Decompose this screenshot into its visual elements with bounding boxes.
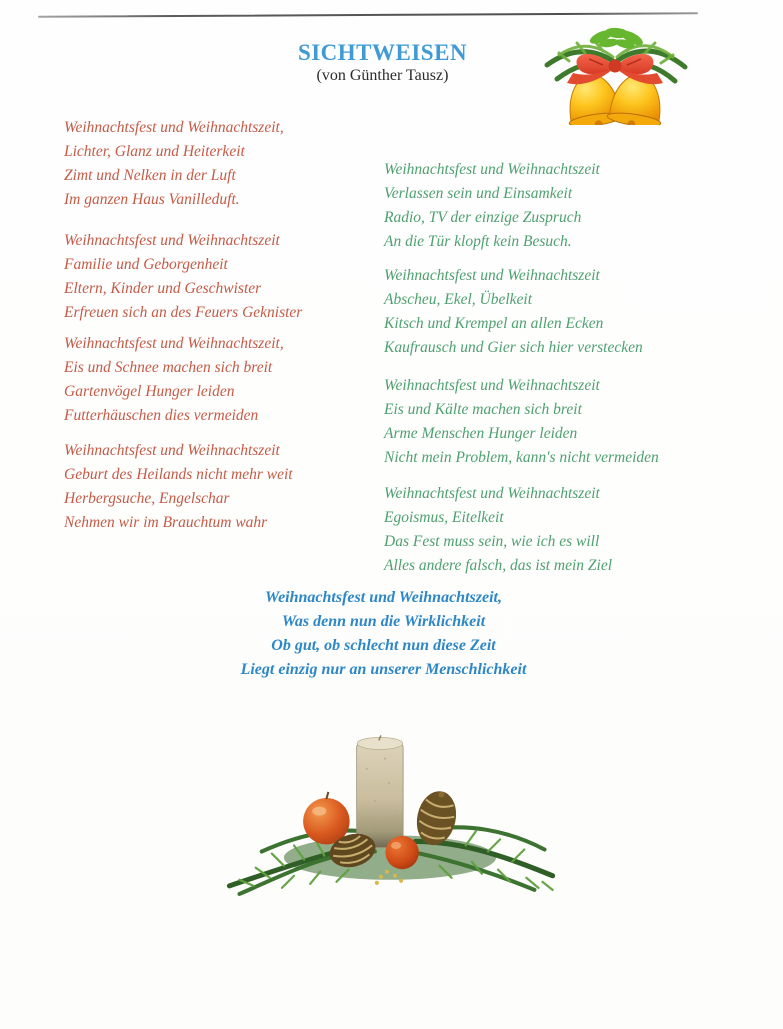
poem-line: Weihnachtsfest und Weihnachtszeit	[384, 267, 600, 284]
poem-stanza	[64, 116, 284, 212]
poem-stanza	[384, 482, 612, 578]
poem-line: Weihnachtsfest und Weihnachtszeit	[384, 485, 600, 502]
poem-line: Egoismus, Eitelkeit	[384, 509, 504, 526]
poem-stanza	[64, 229, 302, 325]
poem-line: Weihnachtsfest und Weihnachtszeit	[64, 442, 280, 459]
poem-line: Abscheu, Ekel, Übelkeit	[384, 291, 533, 308]
poem-line: Weihnachtsfest und Weihnachtszeit	[64, 232, 280, 249]
poem-line: Weihnachtsfest und Weihnachtszeit,	[64, 335, 284, 352]
poem-line: Zimt und Nelken in der Luft	[64, 167, 236, 184]
candle-centerpiece-illustration	[223, 698, 557, 905]
poem-line: Das Fest muss sein, wie ich es will	[384, 533, 600, 550]
poem-line: Im ganzen Haus Vanilleduft.	[64, 191, 240, 208]
poem-stanza	[384, 158, 600, 254]
poem-line: Nicht mein Problem, kann's nicht vermeiden	[384, 449, 659, 466]
page-subtitle: (von Günther Tausz)	[316, 67, 449, 84]
poem-line: Nehmen wir im Brauchtum wahr	[64, 514, 268, 531]
page-title: SICHTWEISEN	[297, 40, 468, 65]
poem-line: Arme Menschen Hunger leiden	[384, 425, 578, 442]
bells-icon	[533, 25, 698, 125]
poem-line: Kaufrausch und Gier sich hier verstecken	[384, 339, 643, 356]
poem-line: Liegt einzig nur an unserer Menschlichkeit	[240, 661, 527, 678]
poem-closing-stanza	[0, 586, 775, 682]
poem-line: Futterhäuschen dies vermeiden	[64, 407, 259, 424]
christmas-bells-illustration	[533, 25, 698, 130]
poem-line: Kitsch und Krempel an allen Ecken	[384, 315, 604, 332]
page-top-rule	[38, 12, 698, 17]
poem-line: Gartenvögel Hunger leiden	[64, 383, 235, 400]
poem-line: Herbergsuche, Engelschar	[64, 490, 230, 507]
poem-line: An die Tür klopft kein Besuch.	[384, 233, 572, 250]
poem-stanza	[64, 439, 293, 535]
poem-line: Radio, TV der einzige Zuspruch	[384, 209, 582, 226]
candle-centerpiece-icon	[223, 698, 557, 900]
poem-line: Eis und Kälte machen sich breit	[384, 401, 582, 418]
poem-stanza	[384, 264, 643, 360]
poem-line: Erfreuen sich an des Feuers Geknister	[64, 304, 303, 321]
poem-line: Ob gut, ob schlecht nun diese Zeit	[271, 637, 496, 654]
poem-line: Weihnachtsfest und Weihnachtszeit	[384, 161, 600, 178]
poem-stanza	[64, 332, 284, 428]
poem-line: Verlassen sein und Einsamkeit	[384, 185, 573, 202]
poem-line: Weihnachtsfest und Weihnachtszeit,	[64, 119, 284, 136]
poem-line: Weihnachtsfest und Weihnachtszeit,	[265, 589, 502, 606]
poem-stanza	[384, 374, 659, 470]
poem-line: Geburt des Heilands nicht mehr weit	[64, 466, 293, 483]
poem-line: Alles andere falsch, das ist mein Ziel	[384, 557, 613, 574]
poem-line: Was denn nun die Wirklichkeit	[281, 613, 486, 630]
poem-line: Eltern, Kinder und Geschwister	[64, 280, 262, 297]
poem-line: Weihnachtsfest und Weihnachtszeit	[384, 377, 600, 394]
poem-line: Familie und Geborgenheit	[64, 256, 228, 273]
poem-line: Eis und Schnee machen sich breit	[64, 359, 273, 376]
poem-line: Lichter, Glanz und Heiterkeit	[64, 143, 245, 160]
